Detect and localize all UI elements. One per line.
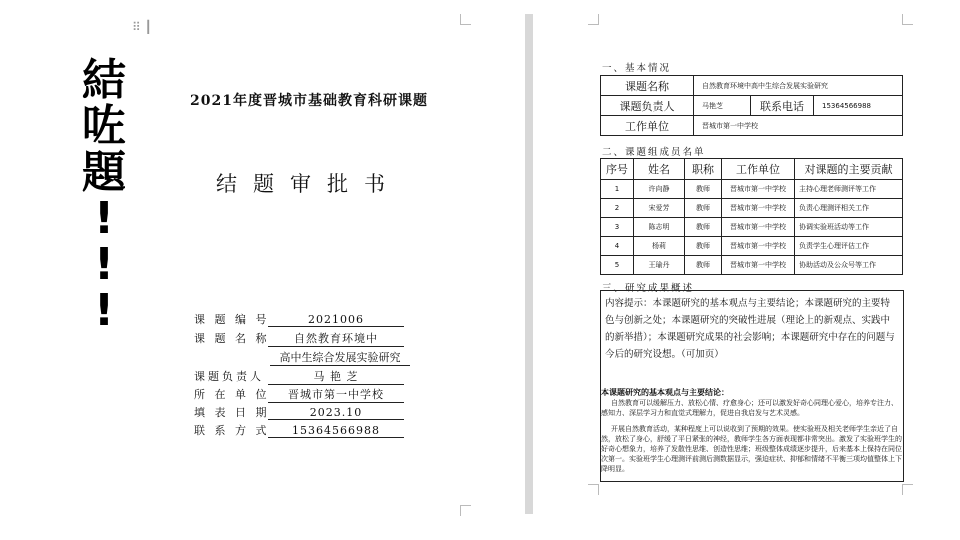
field-leader — [194, 368, 404, 385]
cell: 3 — [601, 218, 634, 237]
topic-value: 自然教育环境中高中生综合发展实验研究 — [694, 76, 903, 96]
field-label: 课 题 名 称 — [194, 332, 270, 345]
cell: 教师 — [685, 180, 722, 199]
field-contact — [194, 422, 404, 438]
field-unit — [194, 386, 404, 403]
drag-handle-icon[interactable]: ⠿ ┃ — [132, 20, 152, 34]
column-header: 序号 — [601, 159, 634, 180]
field-label: 联 系 方 式 — [194, 424, 270, 437]
summary-heading: 本课题研究的基本观点与主要结论： — [601, 388, 729, 397]
cell: 1 — [601, 180, 634, 199]
cell: 教师 — [685, 256, 722, 275]
overlay-char: 結 — [82, 55, 126, 106]
section-basic-title: 一、基本情况 — [602, 63, 672, 74]
margin-mark — [460, 14, 471, 25]
phone-label: 联系电话 — [751, 96, 814, 116]
cell: 晋城市第一中学校 — [722, 237, 795, 256]
unit-value: 晋城市第一中学校 — [694, 116, 903, 136]
section-members-title: 二、课题组成员名单 — [602, 147, 706, 158]
table-row — [601, 180, 903, 199]
column-header: 姓名 — [634, 159, 685, 180]
summary-paragraph: 开展自然教育活动，某种程度上可以说收到了预期的效果。使实验班及相关老师学生亲近了自然，放松了身心，舒缓了平日紧张的神经，教师学生各方面表现都非常突出。激发了实验班学生的好奇心想象力，培养了发散性思维、创造性思维；班级整体成绩逐步提升，后来基本上保持在同位次第一。实验班学生心理测评前测后测数据显示，强迫症状、抑郁和情绪不平衡三项均值整体上下降明显。 — [601, 425, 902, 473]
margin-mark — [902, 484, 913, 495]
content-hint: 内容提示：本课题研究的基本观点与主要结论；本课题研究的主要特色与创新之处；本课题研究的突破性进展（理论上的新观点、实践中的新举措）；本课题研究成果的社会影响；本课题研究中存在的问题与今后的研究设想。（可加页） — [605, 298, 895, 360]
cell: 杨莉 — [634, 237, 685, 256]
leader-label: 课题负责人 — [601, 96, 694, 116]
cell: 主持心理老师测评等工作 — [795, 180, 903, 199]
cell: 许向静 — [634, 180, 685, 199]
cell: 教师 — [685, 218, 722, 237]
summary-paragraph: 自然教育可以缓解压力、放松心情、疗愈身心；还可以激发好奇心同理心爱心，培养专注力、感知力、深层学习力和直觉式理解力，促进自我启发与艺术灵感。 — [601, 399, 898, 417]
leader-value: 马艳芝 — [694, 96, 751, 116]
field-label: 课题负责人 — [194, 370, 264, 383]
unit-label: 工作单位 — [601, 116, 694, 136]
overlay-char: ! — [93, 285, 115, 336]
overlay-char: 咗 — [82, 101, 126, 152]
page-divider — [525, 14, 533, 514]
table-row — [601, 218, 903, 237]
cell: 负责学生心理评估工作 — [795, 237, 903, 256]
overlay-char: 題 — [82, 147, 126, 198]
margin-mark — [902, 14, 913, 25]
cell: 晋城市第一中学校 — [722, 180, 795, 199]
cell: 王瑜丹 — [634, 256, 685, 275]
field-value: 15364566988 — [268, 424, 404, 438]
document-header: 2021年度晋城市基础教育科研课题 — [190, 93, 428, 109]
overlay-title — [74, 55, 134, 336]
cell: 5 — [601, 256, 634, 275]
cell: 负责心理测评相关工作 — [795, 199, 903, 218]
table-row — [601, 199, 903, 218]
column-header: 对课题的主要贡献 — [795, 159, 903, 180]
field-value: 晋城市第一中学校 — [268, 386, 404, 403]
field-value: 自然教育环境中 — [268, 330, 404, 347]
table-row — [601, 256, 903, 275]
column-header: 职称 — [685, 159, 722, 180]
field-value: 马 艳 芝 — [268, 368, 404, 385]
margin-mark — [588, 484, 599, 495]
column-header: 工作单位 — [722, 159, 795, 180]
cell: 教师 — [685, 237, 722, 256]
overlay-char: ! — [93, 239, 115, 290]
margin-mark — [588, 14, 599, 25]
topic-label: 课题名称 — [601, 76, 694, 96]
cell: 晋城市第一中学校 — [722, 256, 795, 275]
field-project-name — [194, 330, 404, 347]
margin-mark — [460, 505, 471, 516]
field-project-number — [194, 311, 404, 327]
field-label: 课 题 编 号 — [194, 313, 270, 326]
section-summary-title: 三、研究成果概述 — [602, 283, 695, 294]
cell: 陈志明 — [634, 218, 685, 237]
field-value: 2021006 — [268, 313, 404, 327]
cell: 晋城市第一中学校 — [722, 218, 795, 237]
document-title: 结题审批书 — [216, 172, 401, 196]
members-table — [600, 158, 903, 275]
basic-info-table — [600, 75, 903, 136]
cell: 晋城市第一中学校 — [722, 199, 795, 218]
field-label: 所 在 单 位 — [194, 388, 270, 401]
phone-value: 15364566988 — [814, 96, 903, 116]
table-row — [601, 237, 903, 256]
field-value: 2023.10 — [268, 406, 404, 420]
field-value-continuation: 高中生综合发展实验研究 — [270, 349, 410, 366]
cell: 2 — [601, 199, 634, 218]
cover-page — [160, 0, 518, 540]
field-date — [194, 404, 404, 420]
field-label: 填 表 日 期 — [194, 406, 270, 419]
overlay-char: ! — [93, 193, 115, 244]
detail-page — [586, 0, 916, 540]
cell: 教师 — [685, 199, 722, 218]
cell: 4 — [601, 237, 634, 256]
cell: 协调实验班活动等工作 — [795, 218, 903, 237]
cell: 协助活动及公众号等工作 — [795, 256, 903, 275]
cell: 宋爱芳 — [634, 199, 685, 218]
summary-box — [600, 290, 904, 482]
table-header-row — [601, 159, 903, 180]
